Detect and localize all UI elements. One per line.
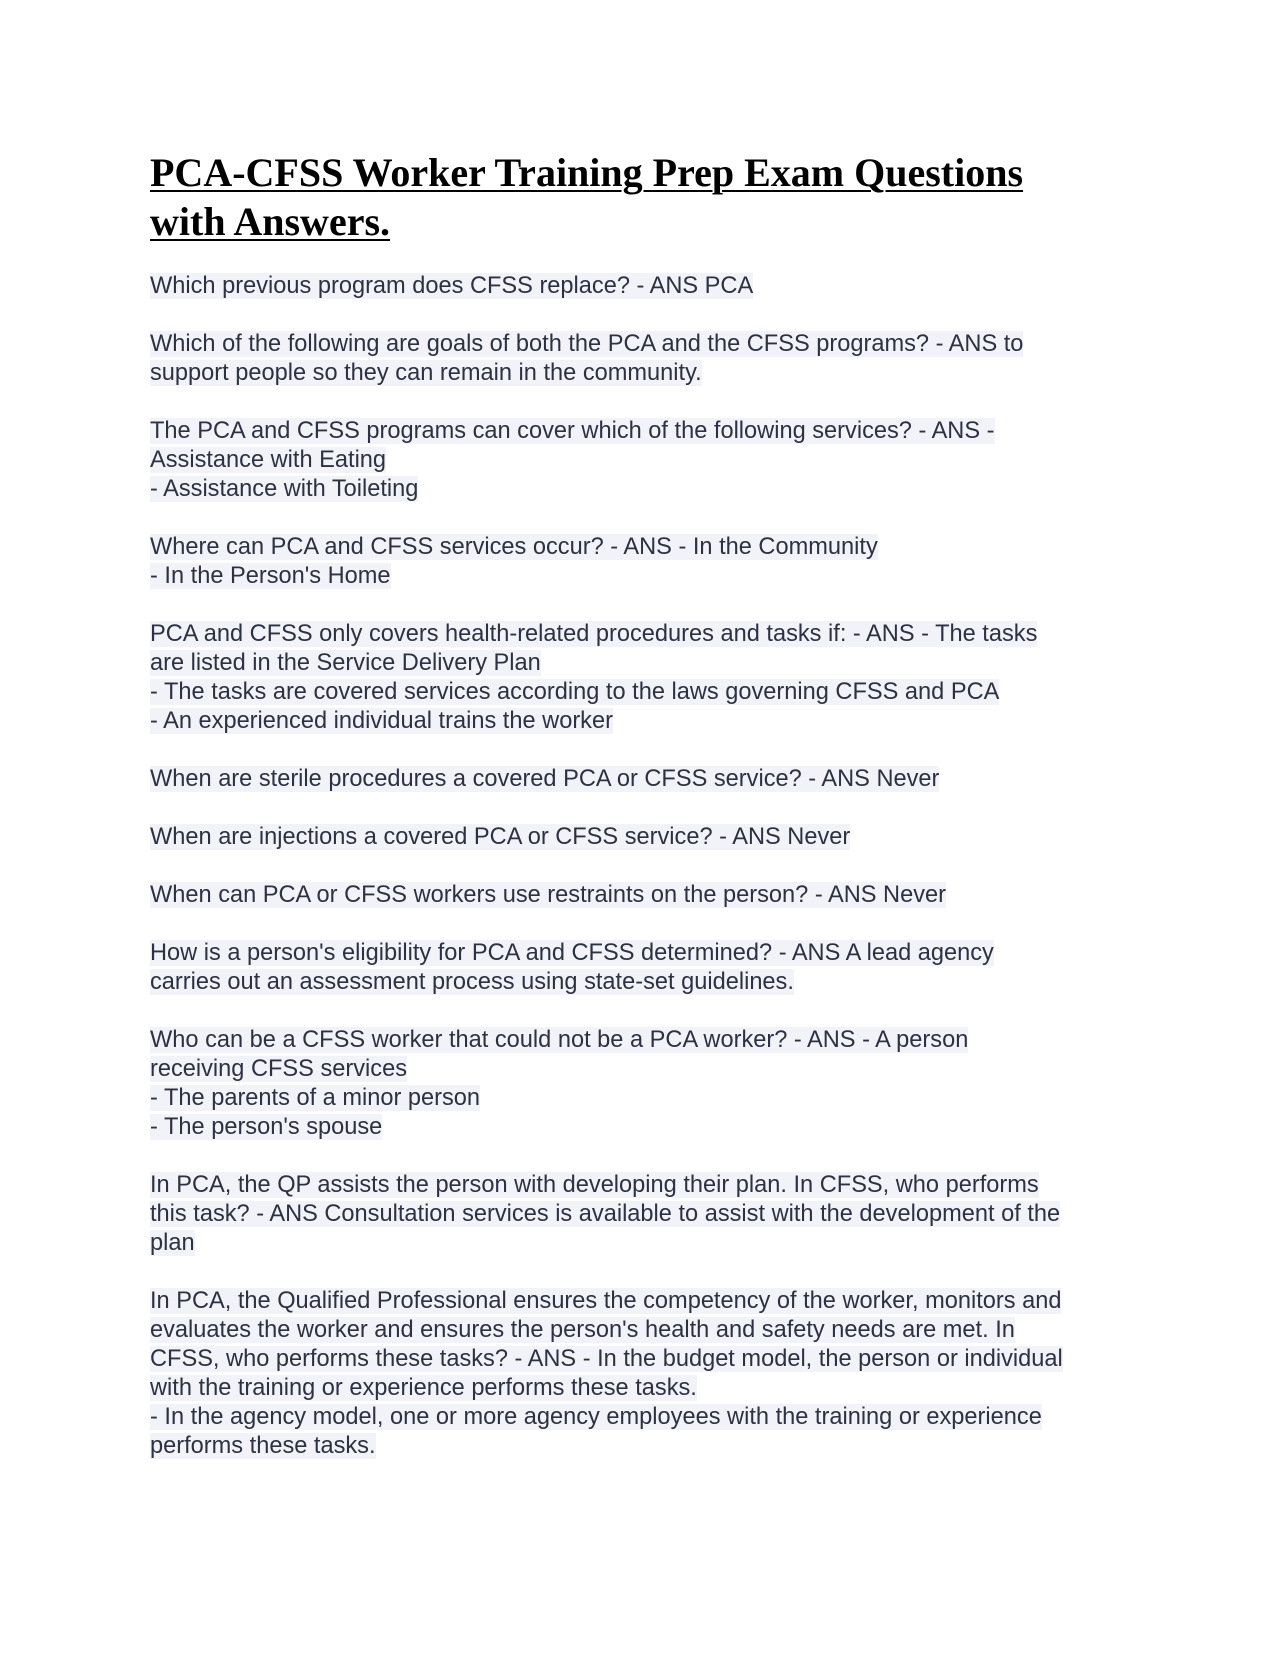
qa-line: plan bbox=[150, 1230, 195, 1256]
qa-line: this task? - ANS Consultation services is available to assist with the development of the bbox=[150, 1201, 1061, 1227]
document-title bbox=[150, 148, 1150, 246]
qa-line: PCA and CFSS only covers health-related procedures and tasks if: - ANS - The tasks bbox=[150, 621, 1038, 647]
qa-line: - An experienced individual trains the worker bbox=[150, 708, 613, 734]
qa-item bbox=[150, 765, 1150, 794]
qa-line: CFSS, who performs these tasks? - ANS - In the budget model, the person or individual bbox=[150, 1346, 1063, 1372]
qa-item bbox=[150, 881, 1150, 910]
qa-line: carries out an assessment process using state-set guidelines. bbox=[150, 969, 794, 995]
qa-line: - In the Person's Home bbox=[150, 563, 391, 589]
qa-line: How is a person's eligibility for PCA and CFSS determined? - ANS A lead agency bbox=[150, 940, 994, 966]
qa-item bbox=[150, 823, 1150, 852]
qa-line: When are sterile procedures a covered PCA or CFSS service? - ANS Never bbox=[150, 766, 940, 792]
qa-line: performs these tasks. bbox=[150, 1433, 376, 1459]
qa-line: Who can be a CFSS worker that could not be a PCA worker? - ANS - A person bbox=[150, 1027, 969, 1053]
qa-item bbox=[150, 1287, 1150, 1461]
qa-line: When can PCA or CFSS workers use restraints on the person? - ANS Never bbox=[150, 882, 946, 908]
qa-item bbox=[150, 1171, 1150, 1258]
qa-line: with the training or experience performs these tasks. bbox=[150, 1375, 697, 1401]
qa-line: Which previous program does CFSS replace? - ANS PCA bbox=[150, 273, 754, 299]
qa-line: - Assistance with Toileting bbox=[150, 476, 419, 502]
qa-item bbox=[150, 533, 1150, 591]
qa-item bbox=[150, 939, 1150, 997]
qa-line: - The person's spouse bbox=[150, 1114, 383, 1140]
qa-line: evaluates the worker and ensures the person's health and safety needs are met. In bbox=[150, 1317, 1015, 1343]
qa-line: - The tasks are covered services according to the laws governing CFSS and PCA bbox=[150, 679, 1000, 705]
qa-line: - The parents of a minor person bbox=[150, 1085, 481, 1111]
qa-item bbox=[150, 620, 1150, 736]
qa-line: When are injections a covered PCA or CFSS service? - ANS Never bbox=[150, 824, 851, 850]
qa-line: are listed in the Service Delivery Plan bbox=[150, 650, 541, 676]
qa-line: - In the agency model, one or more agency employees with the training or experience bbox=[150, 1404, 1042, 1430]
qa-line: receiving CFSS services bbox=[150, 1056, 407, 1082]
title-line: PCA-CFSS Worker Training Prep Exam Questions bbox=[150, 150, 1024, 195]
qa-line: In PCA, the Qualified Professional ensures the competency of the worker, monitors and bbox=[150, 1288, 1062, 1314]
qa-item bbox=[150, 1026, 1150, 1142]
qa-line: Assistance with Eating bbox=[150, 447, 387, 473]
qa-line: Where can PCA and CFSS services occur? - ANS - In the Community bbox=[150, 534, 878, 560]
qa-line: Which of the following are goals of both the PCA and the CFSS programs? - ANS to bbox=[150, 331, 1024, 357]
qa-item bbox=[150, 417, 1150, 504]
qa-line: In PCA, the QP assists the person with developing their plan. In CFSS, who performs bbox=[150, 1172, 1039, 1198]
qa-item bbox=[150, 272, 1150, 301]
qa-line: support people so they can remain in the community. bbox=[150, 360, 702, 386]
qa-line: The PCA and CFSS programs can cover which of the following services? - ANS - bbox=[150, 418, 995, 444]
document-page bbox=[150, 148, 1150, 1490]
qa-item bbox=[150, 330, 1150, 388]
title-line: with Answers. bbox=[150, 199, 391, 244]
